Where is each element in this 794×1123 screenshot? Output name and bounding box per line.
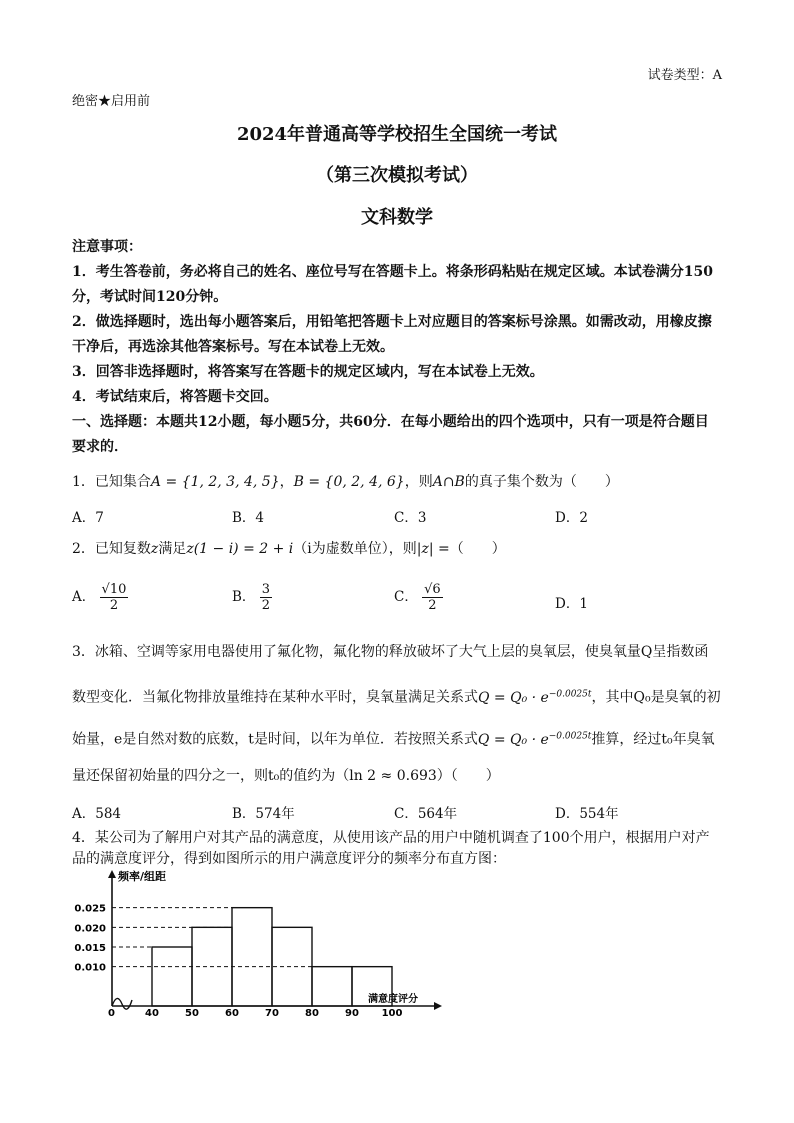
q2-option-a-fraction	[100, 582, 129, 613]
q2-option-b-num: 3	[261, 582, 270, 597]
q3-option-a[interactable]: A．584	[72, 806, 122, 822]
question-4	[72, 828, 732, 870]
q1-prefix: 1．已知集合	[72, 474, 151, 490]
ytick-label: 0.020	[74, 923, 106, 935]
notes-heading: 注意事项：	[72, 239, 142, 255]
q1-option-b[interactable]: B．4	[232, 510, 265, 526]
q1-sep: ，	[279, 474, 294, 490]
x-axis-arrow	[434, 1002, 442, 1010]
xtick-label: 100	[381, 1008, 403, 1016]
q2-prefix: 2．已知复数	[72, 541, 151, 557]
q3-line-2	[72, 684, 732, 708]
origin-label: 0	[108, 1008, 115, 1016]
q2-suffix: （ ）	[449, 541, 506, 557]
q2-option-b[interactable]	[232, 582, 272, 613]
q4-line-2: 品的满意度评分，得到如图所示的用户满意度评分的频率分布直方图：	[72, 851, 506, 867]
q2-option-a-num: √10	[101, 582, 127, 597]
q3-line-1: 3．冰箱、空调等家用电器使用了氟化物，氟化物的释放破坏了大气上层的臭氧层，使臭氧量Q呈指数函	[72, 644, 709, 660]
histogram-figure	[72, 868, 442, 1016]
notes-item-3: 3．回答非选择题时，将答案写在答题卡的规定区域内，写在本试卷上无效。	[72, 364, 544, 380]
subject-title: 文科数学	[361, 207, 433, 228]
q2-option-a-den: 2	[109, 598, 119, 613]
q1-option-a[interactable]: A．7	[72, 510, 104, 526]
q1-option-c[interactable]: C．3	[394, 510, 427, 526]
q3-line-2b: ，其中Q₀是臭氧的初	[591, 689, 721, 706]
q3-option-d[interactable]: D．554年	[555, 806, 619, 822]
q2-option-a[interactable]	[72, 582, 128, 613]
q1-set-b: B = {0, 2, 4, 6}	[293, 474, 405, 490]
xtick-label: 40	[145, 1008, 159, 1016]
q3-line-4: 量还保留初始量的四分之一，则t₀的值约为（ln 2 ≈ 0.693）（ ）	[72, 768, 500, 784]
q2-abs: |z| =	[416, 541, 450, 557]
histogram-bar	[232, 908, 272, 1006]
xtick-label: 80	[305, 1008, 319, 1016]
q2-option-c[interactable]	[394, 582, 443, 613]
notes-block	[72, 235, 722, 460]
ytick-label: 0.025	[74, 903, 106, 915]
histogram-bar	[272, 927, 312, 1006]
histogram-bar	[312, 967, 352, 1006]
q3-option-c[interactable]: C．564年	[394, 806, 458, 822]
q2-option-c-num: √6	[424, 582, 441, 597]
confidential-mark: 绝密★启用前	[72, 94, 151, 109]
xtick-label: 60	[225, 1008, 239, 1016]
exam-title: 2024年普通高等学校招生全国统一考试	[236, 124, 558, 145]
q1-expr: A∩B	[432, 474, 465, 490]
q2-option-d-text: 1	[579, 596, 588, 612]
histogram-svg	[72, 868, 442, 1016]
q3-line-3b: 推算，经过t₀年臭氧	[591, 731, 715, 748]
q3-formula-1-exp: −0.0025t	[548, 689, 592, 699]
q3-line-3	[72, 726, 732, 750]
question-2	[72, 538, 722, 558]
q2-note: （i为虚数单位），则	[293, 541, 417, 557]
y-axis-label: 频率/组距	[118, 870, 167, 883]
ytick-label: 0.015	[74, 943, 106, 954]
question-1	[72, 471, 722, 491]
q1-set-a: A = {1, 2, 3, 4, 5}	[150, 474, 280, 490]
q3-option-b[interactable]: B．574年	[232, 806, 295, 822]
q1-option-d[interactable]: D．2	[555, 510, 588, 526]
notes-item-2: 2．做选择题时，选出每小题答案后，用铅笔把答题卡上对应题目的答案标号涂黑。如需改动，用橡皮擦干净后，再选涂其他答案标号。写在本试卷上无效。	[72, 314, 712, 355]
notes-item-4: 4．考试结束后，将答题卡交回。	[72, 389, 278, 405]
q3-formula-1-base: Q = Q₀ · e	[478, 689, 549, 706]
q2-option-c-fraction	[422, 582, 443, 613]
paper-type-label: 试卷类型：A	[647, 68, 722, 83]
q2-option-c-den: 2	[428, 598, 437, 613]
q1-suffix: 的真子集个数为（ ）	[464, 474, 619, 490]
q2-z: z	[150, 541, 159, 557]
histogram-bar	[152, 947, 192, 1006]
q3-formula-1	[478, 690, 592, 706]
xtick-label: 70	[265, 1008, 279, 1016]
axis-break-mark	[112, 998, 132, 1009]
q3-line-3a: 始量，e是自然对数的底数，t是时间，以年为单位．若按照关系式	[72, 731, 478, 748]
q1-mid: ，则	[404, 474, 433, 490]
question-3	[72, 642, 722, 662]
q3-formula-2-exp: −0.0025t	[548, 731, 592, 741]
xtick-label: 50	[185, 1008, 199, 1016]
x-axis-label: 满意度评分	[368, 994, 418, 1005]
ytick-label: 0.010	[74, 962, 106, 974]
xtick-label: 90	[345, 1008, 359, 1016]
q2-option-d[interactable]	[555, 592, 588, 612]
q2-option-b-den: 2	[261, 598, 270, 613]
q2-equation: z(1 − i) = 2 + i	[186, 541, 294, 557]
section-heading: 一、选择题：本题共12小题，每小题5分，共60分．在每小题给出的四个选项中，只有一项是符合题目要求的．	[72, 414, 709, 455]
q2-option-a-label: A．	[72, 589, 96, 605]
q2-option-d-label: D．	[555, 596, 580, 612]
q3-formula-2	[478, 732, 592, 748]
q2-option-c-label: C．	[394, 589, 418, 605]
q4-line-1: 4．某公司为了解用户对其产品的满意度，从使用该产品的用户中随机调查了100个用户，根据用户对产	[72, 830, 710, 846]
q2-mid: 满足	[158, 541, 187, 557]
q2-option-b-label: B．	[232, 589, 256, 605]
q3-formula-2-base: Q = Q₀ · e	[477, 731, 549, 748]
notes-item-1: 1．考生答卷前，务必将自己的姓名、座位号写在答题卡上。将条形码粘贴在规定区域。本试卷满分150分，考试时间120分钟。	[72, 264, 713, 305]
q3-line-2a: 数型变化．当氟化物排放量维持在某种水平时，臭氧量满足关系式	[72, 689, 478, 706]
y-axis-arrow	[108, 870, 116, 878]
q2-option-b-fraction	[260, 582, 272, 613]
exam-subtitle: （第三次模拟考试）	[316, 165, 478, 186]
